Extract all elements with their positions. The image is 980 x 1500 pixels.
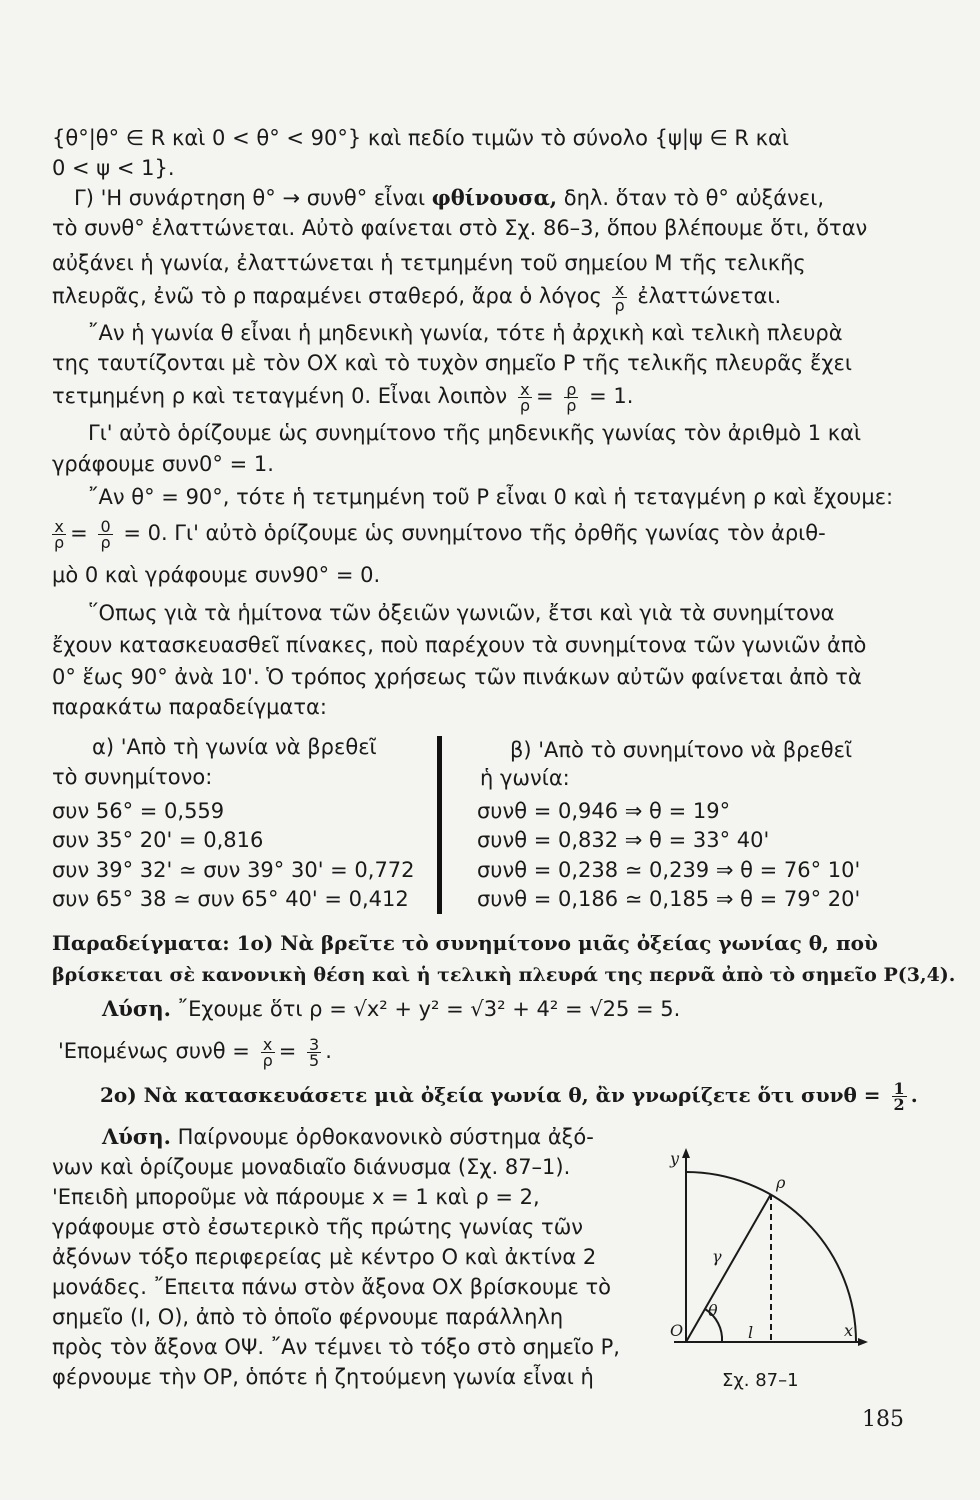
text-line-13: $\frac{x}{\rho}$ = $\frac{0}{\rho}$ = 0. Γι' αὐτὸ ὁρίζουμε ὡς συνημίτονο τῆς ὀρθῆς γωνίας τὸν ἀριθ- <box>54 516 826 552</box>
solution-1-line-2: 'Επομένως συνθ = $\frac{x}{\rho}$ = $\frac{3}{5}$ . <box>58 1034 332 1070</box>
x-axis-label: x <box>844 1321 854 1340</box>
example-1-line-1: Παραδείγματα: 1ο) Νὰ βρεῖτε τὸ συνημίτονο μιᾶς ὀξείας γωνίας θ, ποὺ <box>52 931 878 955</box>
right-col-row-3: συνθ = 0,238 ≃ 0,239 ⇒ θ = 76° 10' <box>477 858 861 882</box>
left-col-row-4: συν 65° 38 ≃ συν 65° 40' = 0,412 <box>52 887 409 911</box>
gamma-label: γ <box>712 1247 722 1266</box>
right-col-row-1: συνθ = 0,946 ⇒ θ = 19° <box>477 799 731 823</box>
x-arrow-icon <box>858 1338 868 1346</box>
terminal-side-op <box>686 1194 771 1342</box>
line-6-start: πλευρᾶς, ἐνῶ τὸ ρ παραμένει σταθερό, ἄρα ὁ λόγος <box>52 284 602 308</box>
right-col-row-4: συνθ = 0,186 ≃ 0,185 ⇒ θ = 79° 20' <box>477 887 861 911</box>
fraction-x-over-rho-2: $\frac{x}{\rho}$ <box>519 379 530 415</box>
line-6-end: ἐλαττώνεται. <box>637 284 782 308</box>
fraction-x-over-rho-3: $\frac{x}{\rho}$ <box>54 516 65 552</box>
text-line-8: της ταυτίζονται μὲ τὸν ΟΧ καὶ τὸ τυχὸν σημεῖο Ρ τῆς τελικῆς πλευρᾶς ἔχει <box>52 351 852 375</box>
left-col-heading-2: τὸ συνημίτονο: <box>52 765 213 789</box>
text-line-17: 0° ἕως 90° ἀνὰ 10'. Ὁ τρόπος χρήσεως τῶν πινάκων αὐτῶν φαίνεται ἀπὸ τὰ <box>52 665 862 689</box>
p-point-label: ρ <box>776 1173 786 1192</box>
solution-2-line-4: γράφουμε στὸ ἐσωτερικὸ τῆς πρώτης γωνίας τῶν <box>52 1215 584 1239</box>
left-col-row-2: συν 35° 20' = 0,816 <box>52 828 264 852</box>
left-col-heading-1: α) 'Απὸ τὴ γωνία νὰ βρεθεῖ <box>92 735 377 759</box>
text-line-7: ῎Αν ἡ γωνία θ εἶναι ἡ μηδενικὴ γωνία, τότε ἡ ἀρχικὴ καὶ τελικὴ πλευρὰ <box>88 321 843 345</box>
solution-2-line-2: νων καὶ ὁρίζουμε μοναδιαῖο διάνυσμα (Σχ. 87–1). <box>52 1155 571 1179</box>
solution-label: Λύση. <box>102 996 171 1021</box>
text-line-14: μὸ 0 καὶ γράφουμε συν90° = 0. <box>52 563 381 587</box>
example-2-line: 2ο) Νὰ κατασκευάσετε μιὰ ὀξεία γωνία θ, ἂν γνωρίζετε ὅτι συνθ = $\frac{1}{2}$ . <box>100 1079 918 1114</box>
y-arrow-icon <box>682 1148 690 1158</box>
solution-2-line-7: σημεῖο (Ι, Ο), ἀπὸ τὸ ὁποῖο φέρνουμε παράλληλη <box>52 1305 564 1329</box>
text-line-3 <box>52 183 910 213</box>
example-1-line-2: βρίσκεται σὲ κανονικὴ θέση καὶ ἡ τελικὴ πλευρά της περνᾶ ἀπὸ τὸ σημεῖο Ρ(3,4). <box>52 964 956 986</box>
line-9-start: τετμημένη ρ καὶ τεταγμένη 0. Εἶναι λοιπὸν <box>52 384 508 408</box>
text-line-9: τετμημένη ρ καὶ τεταγμένη 0. Εἶναι λοιπὸν $\frac{x}{\rho}$ = $\frac{\rho}{\rho}$ = 1. <box>52 379 634 415</box>
left-col-row-1: συν 56° = 0,559 <box>52 799 225 823</box>
solution-2-line-5: ἀξόνων τόξο περιφερείας μὲ κέντρο Ο καὶ ἀκτίνα 2 <box>52 1245 597 1269</box>
solution-2-line-8: πρὸς τὸν ἄξονα ΟΨ. ῎Αν τέμνει τὸ τόξο στὸ σημεῖο Ρ, <box>52 1335 620 1359</box>
fraction-1-over-2: $\frac{1}{2}$ <box>893 1079 905 1114</box>
text-line-4: τὸ συνθ° ἐλαττώνεται. Αὐτὸ φαίνεται στὸ Σχ. 86–3, ὅπου βλέπουμε ὅτι, ὅταν <box>52 216 868 240</box>
text-line-10: Γι' αὐτὸ ὁρίζουμε ὡς συνημίτονο τῆς μηδενικῆς γωνίας τὸν ἀριθμὸ 1 καὶ <box>88 421 862 445</box>
line-13-end: = 0. Γι' αὐτὸ ὁρίζουμε ὡς συνημίτονο τῆς ὀρθῆς γωνίας τὸν ἀριθ- <box>123 521 826 545</box>
fraction-3-over-5: $\frac{3}{5}$ <box>309 1034 320 1070</box>
fraction-x-over-rho-4: $\frac{x}{\rho}$ <box>262 1034 273 1070</box>
text-line-2: 0 < ψ < 1}. <box>52 156 175 180</box>
text-line-18: παρακάτω παραδείγματα: <box>52 695 327 719</box>
fraction-zero-over-rho: $\frac{0}{\rho}$ <box>100 516 111 552</box>
text-line-16: ἔχουν κατασκευασθεῖ πίνακες, ποὺ παρέχουν τὰ συνημίτονα τῶν γωνιῶν ἀπὸ <box>52 633 867 657</box>
text-line-15: ῞Οπως γιὰ τὰ ἡμίτονα τῶν ὀξειῶν γωνιῶν, ἔτσι καὶ γιὰ τὰ συνημίτονα <box>88 601 835 625</box>
page-number: 185 <box>862 1407 904 1432</box>
solution-2-line-1 <box>52 1122 652 1152</box>
solution-2-line-3: 'Επειδὴ μποροῦμε νὰ πάρουμε x = 1 καὶ ρ = 2, <box>52 1185 540 1209</box>
solution-2-line-6: μονάδες. ῎Επειτα πάνω στὸν ἄξονα ΟΧ βρίσκουμε τὸ <box>52 1275 612 1299</box>
right-col-heading-1: β) 'Απὸ τὸ συνημίτονο νὰ βρεθεῖ <box>510 738 853 762</box>
fraction-x-over-rho: $\frac{x}{\rho}$ <box>614 279 625 315</box>
line-9-end: = 1. <box>589 384 634 408</box>
text-line-1: {θ°|θ° ∈ R καὶ 0 < θ° < 90°} καὶ πεδίο τιμῶν τὸ σύνολο {ψ|ψ ∈ R καὶ <box>52 126 790 150</box>
left-col-row-3: συν 39° 32' ≃ συν 39° 30' = 0,772 <box>52 858 415 882</box>
right-col-row-2: συνθ = 0,832 ⇒ θ = 33° 40' <box>477 828 770 852</box>
text-line-5: αὐξάνει ἡ γωνία, ἐλαττώνεται ἡ τετμημένη τοῦ σημείου Μ τῆς τελικῆς <box>52 251 806 275</box>
line-3-start: Γ) 'Η συνάρτηση θ° → συνθ° εἶναι <box>74 186 426 210</box>
column-divider <box>437 736 442 914</box>
fraction-rho-over-rho: $\frac{\rho}{\rho}$ <box>566 379 577 415</box>
theta-label: θ <box>708 1301 718 1320</box>
solution-1-line-1 <box>52 994 910 1024</box>
text-line-11: γράφουμε συν0° = 1. <box>52 452 274 476</box>
solution-label-2: Λύση. <box>102 1124 171 1149</box>
unit-label: l <box>748 1323 754 1342</box>
solution-1-text-2: 'Επομένως συνθ = <box>58 1039 250 1063</box>
text-line-12: ῎Αν θ° = 90°, τότε ἡ τετμημένη τοῦ Ρ εἶναι 0 καὶ ἡ τεταγμένη ρ καὶ ἔχουμε: <box>88 485 894 509</box>
solution-1-text: ῎Εχουμε ὅτι ρ = √x² + y² = √3² + 4² = √25 = 5. <box>177 997 681 1021</box>
text-line-6 <box>52 281 910 313</box>
line-3-end: δηλ. ὅταν τὸ θ° αὐξάνει, <box>563 186 825 210</box>
example-2-text: 2ο) Νὰ κατασκευάσετε μιὰ ὀξεία γωνία θ, ἂν γνωρίζετε ὅτι συνθ = <box>100 1083 881 1107</box>
right-col-heading-2: ἡ γωνία: <box>480 766 570 790</box>
bold-term-decreasing: φθίνουσα, <box>431 185 558 210</box>
solution-2-line-9: φέρνουμε τὴν ΟΡ, ὁπότε ἡ ζητούμενη γωνία εἶναι ἡ <box>52 1365 594 1389</box>
origin-label: O <box>670 1321 684 1340</box>
figure-87-1 <box>664 1142 870 1374</box>
solution-2-text-1: Παίρνουμε ὀρθοκανονικὸ σύστημα ἀξό- <box>177 1125 594 1149</box>
figure-caption: Σχ. 87–1 <box>722 1370 799 1391</box>
y-axis-label: y <box>670 1149 680 1168</box>
